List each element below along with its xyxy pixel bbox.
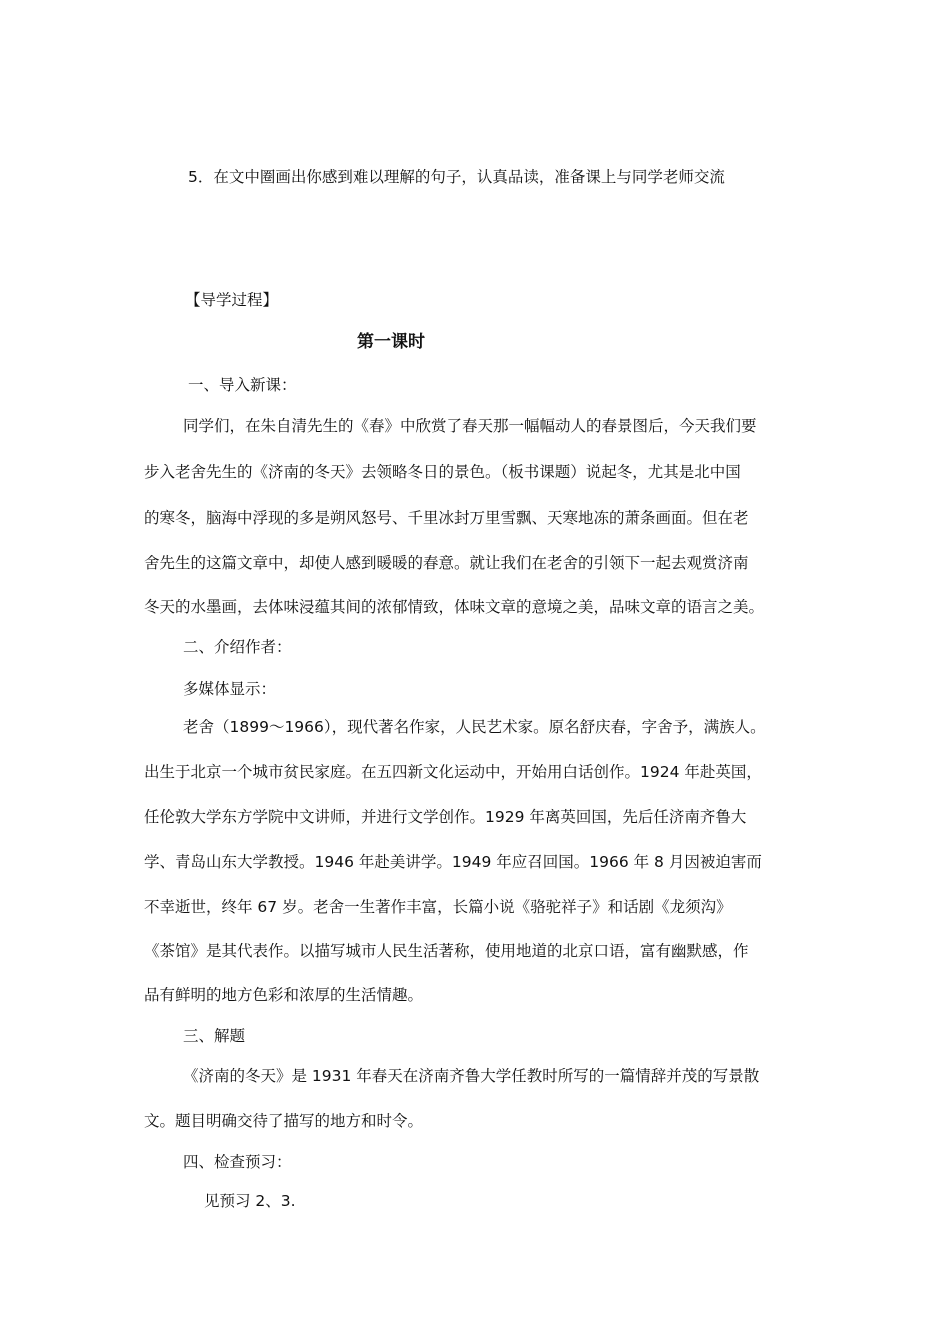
section-2-line: 《茶馆》是其代表作。以描写城市人民生活著称，使用地道的北京口语，富有幽默感，作 xyxy=(144,942,749,960)
section-2-line: 学、青岛山东大学教授。1946 年赴美讲学。1949 年应召回国。1966 年 8 月因被迫害而 xyxy=(144,853,762,871)
section-2-line: 出生于北京一个城市贫民家庭。在五四新文化运动中，开始用白话创作。1924 年赴英国， xyxy=(144,763,762,781)
section-1-line: 步入老舍先生的《济南的冬天》去领略冬日的景色。（板书课题）说起冬，尤其是北中国 xyxy=(144,463,741,481)
lesson-title: 第一课时 xyxy=(357,332,425,352)
guide-section-title: 【导学过程】 xyxy=(185,291,279,309)
section-2-line: 任伦敦大学东方学院中文讲师，并进行文学创作。1929 年离英回国，先后任济南齐鲁大 xyxy=(144,808,747,826)
section-3-line: 《济南的冬天》是 1931 年春天在济南齐鲁大学任教时所写的一篇情辞并茂的写景散 xyxy=(183,1067,760,1085)
section-1-line: 的寒冬，脑海中浮现的多是朔风怒号、千里冰封万里雪飘、天寒地冻的萧条画面。但在老 xyxy=(144,509,749,527)
section-3-line: 文。题目明确交待了描写的地方和时令。 xyxy=(144,1112,424,1130)
section-1-line: 舍先生的这篇文章中，却使人感到暖暖的春意。就让我们在老舍的引领下一起去观赏济南 xyxy=(144,554,749,572)
section-2-subtitle: 多媒体显示： xyxy=(183,680,277,698)
section-4-line: 见预习 2、3. xyxy=(204,1192,296,1210)
section-2-line: 不幸逝世，终年 67 岁。老舍一生著作丰富，长篇小说《骆驼祥子》和话剧《龙须沟》 xyxy=(144,898,732,916)
section-2-line: 老舍（1899～1966），现代著名作家，人民艺术家。原名舒庆春，字舍予，满族人。 xyxy=(183,718,766,736)
prep-item-5: 5．在文中圈画出你感到难以理解的句子，认真品读，准备课上与同学老师交流 xyxy=(188,168,725,186)
section-2-line: 品有鲜明的地方色彩和浓厚的生活情趣。 xyxy=(144,986,424,1004)
section-2-title: 二、介绍作者： xyxy=(183,638,292,656)
section-1-line: 冬天的水墨画，去体味浸蕴其间的浓郁情致，体味文章的意境之美，品味文章的语言之美。 xyxy=(144,598,765,616)
section-4-title: 四、检查预习： xyxy=(183,1153,292,1171)
section-1-title: 一、导入新课： xyxy=(188,376,297,394)
section-3-title: 三、解题 xyxy=(183,1027,246,1045)
section-1-line: 同学们，在朱自清先生的《春》中欣赏了春天那一幅幅动人的春景图后，今天我们要 xyxy=(183,417,757,435)
